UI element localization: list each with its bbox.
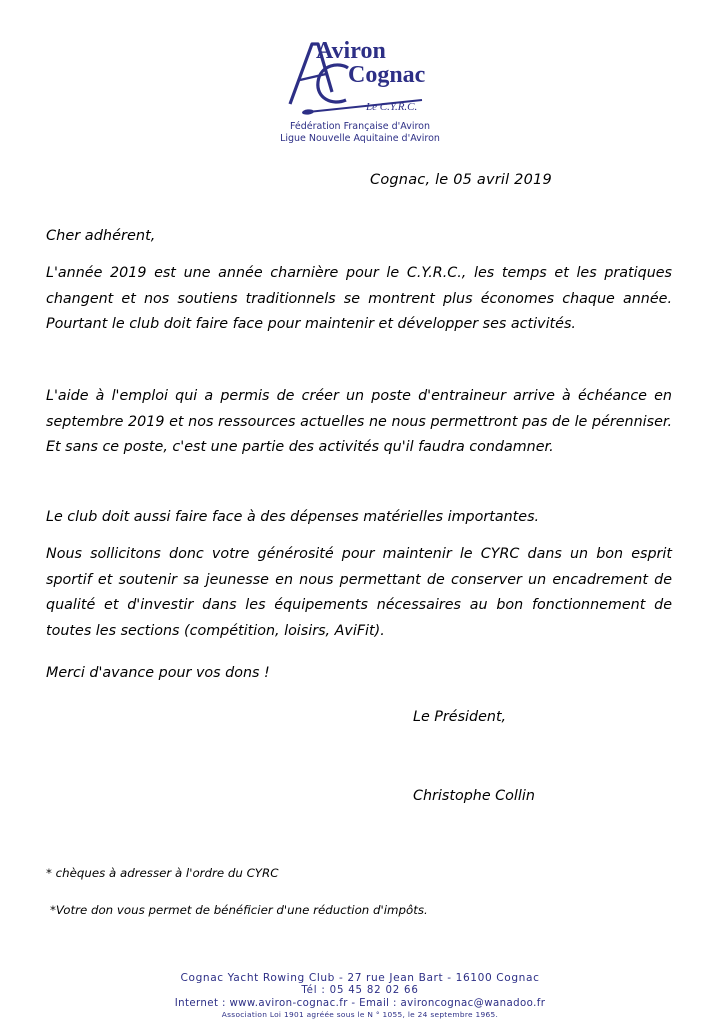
- signature-title: Le Président,: [413, 709, 507, 725]
- club-logo: [282, 38, 432, 118]
- logo-word-cognac: Cognac: [348, 62, 426, 88]
- letter-greeting: Cher adhérent,: [46, 228, 156, 244]
- letter-paragraph: Nous sollicitons donc votre générosité pour maintenir le CYRC dans un bon esprit sportif et soutenir sa jeunesse en nous permettant de conserver un encadrement de qualité et d'investir dans les équipements nécessaires au bon fonctionnement de toutes les sections (compétition, loisirs, AviFit).: [46, 546, 672, 639]
- club-logo-graphic: [282, 38, 432, 118]
- footnote-tax: *Votre don vous permet de bénéficier d'une réduction d'impôts.: [50, 903, 428, 917]
- footnote-cheque: * chèques à adresser à l'ordre du CYRC: [46, 866, 279, 880]
- signature-name: Christophe Collin: [413, 788, 535, 804]
- footer-legal: Association Loi 1901 agréée sous le N ° 1055, le 24 septembre 1965.: [221, 1010, 499, 1019]
- letter-date: Cognac, le 05 avril 2019: [370, 172, 552, 188]
- letter-closing: Merci d'avance pour vos dons !: [46, 665, 270, 681]
- letter-paragraph: L'aide à l'emploi qui a permis de créer un poste d'entraineur arrive à échéance en septembre 2019 et nos ressources actuelles ne nous permettront pas de le pérenniser. Et sans ce poste, c'est une partie des activités qu'il faudra condamner.: [46, 388, 672, 455]
- footer-contact: Internet : www.aviron-cognac.fr - Email : avironcognac@wanadoo.fr: [174, 998, 546, 1009]
- letter-paragraph: L'année 2019 est une année charnière pour le C.Y.R.C., les temps et les pratiques changent et nos soutiens traditionnels se montrent plus économes chaque année. Pourtant le club doit faire face pour maintenir et développer ses activités.: [46, 265, 672, 332]
- federation-line: Fédération Française d'Aviron: [289, 121, 430, 132]
- league-line: Ligue Nouvelle Aquitaine d'Aviron: [280, 133, 440, 144]
- logo-tagline: Le C.Y.R.C.: [366, 101, 418, 113]
- letter-paragraph: Le club doit aussi faire face à des dépenses matérielles importantes.: [46, 509, 540, 525]
- footer-address: Cognac Yacht Rowing Club - 27 rue Jean Bart - 16100 Cognac: [180, 972, 540, 984]
- footer-phone: Tél : 05 45 82 02 66: [301, 985, 419, 996]
- logo-word-aviron: Aviron: [316, 38, 386, 64]
